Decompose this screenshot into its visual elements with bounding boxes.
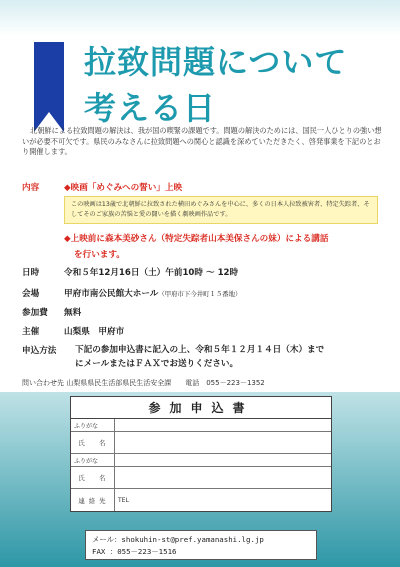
movie-title: ◆映画「めぐみへの誓い」上映 (64, 183, 183, 193)
apply-instructions (75, 343, 395, 371)
form-row-name-2 (71, 467, 331, 489)
date-label: 日時 (22, 268, 40, 278)
form-label: ふりがな (71, 419, 115, 431)
form-title: 参加申込書 (71, 397, 331, 419)
host-label: 主催 (22, 327, 40, 337)
fee-value: 無料 (64, 308, 82, 318)
movie-note-box (64, 196, 378, 224)
intro-paragraph: 北朝鮮による拉致問題の解決は、我が国の喫緊の課題です。問題の解決のためには、国民一人ひとりの強い想いが必要不可欠です。県民のみなさんに拉致問題への関心と認識を深めていただきたく、啓発事業を下記のとおり開催します。 (22, 126, 382, 156)
contact-info: 問い合わせ先 山梨県県民生活部県民生活安全課 電話 055－223－1352 (22, 379, 265, 387)
contact-field[interactable]: TEL (118, 496, 129, 504)
content-label: 内容 (22, 183, 40, 193)
page-title: 拉致問題について (84, 43, 348, 81)
lecture-info: ◆上映前に森本美砂さん（特定失踪者山本美保さんの妹）による講話 (64, 234, 329, 244)
apply-label: 申込方法 (22, 346, 57, 356)
submission-info-box (85, 530, 317, 560)
form-label: 連絡先 (71, 489, 115, 511)
form-row-name-1 (71, 432, 331, 454)
form-label: 氏 名 (71, 432, 115, 453)
venue-name: 甲府市南公民館大ホール (64, 289, 159, 299)
venue-address: （甲府市下今井町１５番地） (158, 290, 242, 298)
movie-note-text: この映画は13歳で北朝鮮に拉致された横田めぐみさんを中心に、多くの日本人拉致被害者、特定失踪者、そしてそのご家族の苦悩と愛の闘いを描く劇映画作品です。 (71, 201, 370, 218)
page-title-line2: 考える日 (84, 89, 217, 127)
form-row-contact (71, 489, 331, 511)
submission-fax: FAX ：055－223－1516 (92, 547, 177, 556)
bookmark-flag-icon (34, 42, 64, 132)
venue-label: 会場 (22, 289, 40, 299)
name-field-1[interactable] (115, 432, 331, 453)
date-value: 令和５年12月16日（土）午前10時 ～ 12時 (64, 268, 239, 278)
form-row-furigana-1 (71, 419, 331, 432)
apply-line-2: にメールまたはＦＡＸでお送りください。 (75, 359, 239, 369)
top-gradient-band (0, 0, 400, 36)
host-value: 山梨県 甲府市 (64, 327, 125, 337)
apply-line-1: 下記の参加申込書に記入の上、令和５年１２月１４日（木）まで (75, 345, 325, 355)
form-row-furigana-2 (71, 454, 331, 467)
venue-value (64, 287, 241, 299)
fee-label: 参加費 (22, 308, 48, 318)
form-label: 氏 名 (71, 467, 115, 488)
furigana-field-1[interactable] (115, 419, 331, 431)
application-form (70, 396, 332, 512)
form-label: ふりがな (71, 454, 115, 466)
lecture-info-cont: を行います。 (74, 250, 125, 260)
furigana-field-2[interactable] (115, 454, 331, 466)
submission-email[interactable]: メール：shokuhin-st@pref.yamanashi.lg.jp (92, 535, 264, 544)
name-field-2[interactable] (115, 467, 331, 488)
